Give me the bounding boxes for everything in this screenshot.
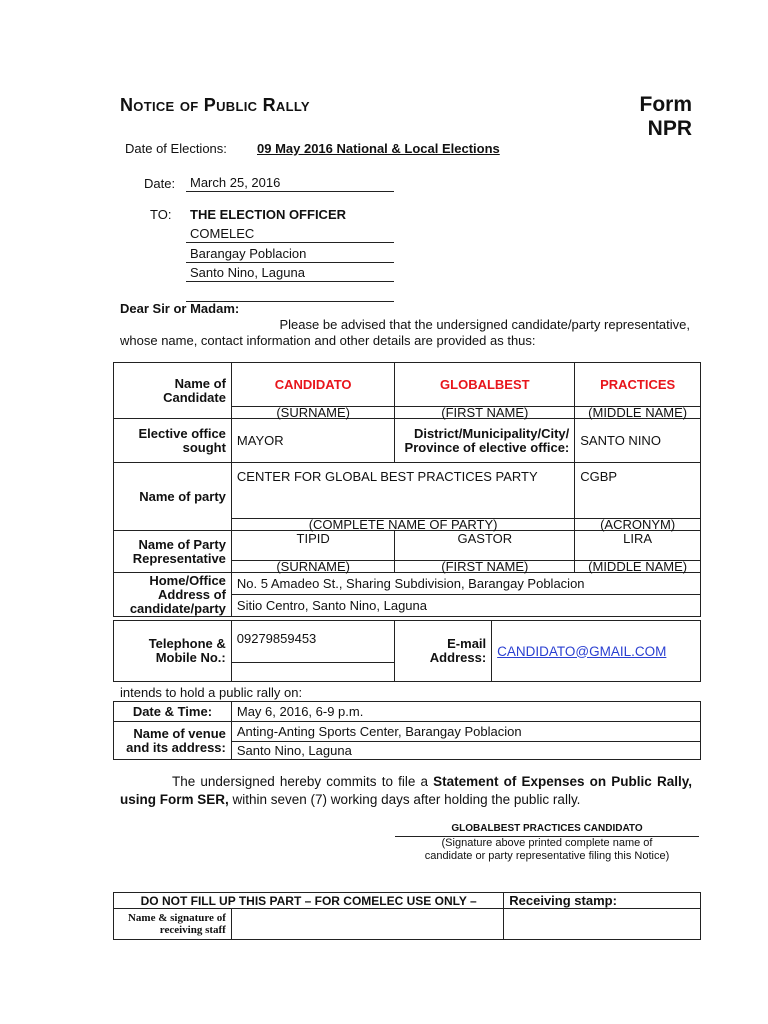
form-code-line1: Form [639,93,692,116]
recipient-line: Santo Nino, Laguna [186,264,394,282]
rep-first-name-hint: (FIRST NAME) [395,561,575,573]
election-date-value: 09 May 2016 National & Local Elections [257,141,500,156]
rep-middle-name-hint: (MIDDLE NAME) [575,561,701,573]
phone-label: Telephone & Mobile No.: [114,621,232,682]
date-value: March 25, 2016 [186,174,394,192]
party-row [114,463,701,519]
details-table [113,362,701,617]
commit-part2: within seven (7) working days after holding the public rally. [228,792,581,807]
election-date-label: Date of Elections: [125,141,227,156]
email-label: E-mail Address: [395,621,492,682]
commit-part1: The undersigned hereby commits to file a [172,774,434,789]
form-code-line2: NPR [647,117,692,140]
email-cell [492,621,701,682]
candidate-middle-name: PRACTICES [575,363,701,407]
venue-line-2: Santo Nino, Laguna [231,742,700,760]
recipient-line [186,284,394,302]
candidate-label: Name of Candidate [114,363,232,419]
receiving-stamp-label: Receiving stamp: [504,893,701,909]
acronym-hint: (ACRONYM) [575,519,701,531]
first-name-hint: (FIRST NAME) [395,407,575,419]
office-row [114,419,701,463]
signature-caption-1: (Signature above printed complete name of [441,837,653,849]
staff-signature-cell[interactable] [231,909,503,940]
address-line-2: Sitio Centro, Santo Nino, Laguna [231,595,700,617]
email-link[interactable]: CANDIDATO@GMAIL.COM [497,643,667,659]
rally-table [113,701,701,760]
signature-caption [395,837,699,863]
signatory-name: GLOBALBEST PRACTICES CANDIDATO [451,823,643,834]
rally-intro: intends to hold a public rally on: [120,685,303,700]
commit-bold2: Rally, using Form SER, [120,774,692,807]
datetime-label: Date & Time: [114,702,232,722]
rep-middle-name: LIRA [575,531,701,561]
candidate-surname: CANDIDATO [231,363,394,407]
venue-line-1: Anting-Anting Sports Center, Barangay Poblacion [231,722,700,742]
recipient: THE ELECTION OFFICER [190,207,346,222]
recipient-line: COMELEC [186,225,394,243]
address-line-1: No. 5 Amadeo St., Sharing Subdivision, Barangay Poblacion [231,573,700,595]
intro-line-1: Please be advised that the undersigned candidate/party representative, [279,317,690,332]
staff-label: Name & signature of receiving staff [114,909,232,940]
representative-row [114,531,701,561]
greeting: Dear Sir or Madam: [120,301,240,316]
representative-label: Name of Party Representative [114,531,232,573]
recipient-line: Barangay Poblacion [186,245,394,263]
candidate-row [114,363,701,407]
party-acronym: CGBP [575,463,701,519]
surname-hint: (SURNAME) [231,407,394,419]
candidate-first-name: GLOBALBEST [395,363,575,407]
to-label: TO: [150,207,172,222]
commitment-paragraph [120,773,692,809]
comelec-header: DO NOT FILL UP THIS PART – FOR COMELEC USE ONLY – [114,893,504,909]
district-value: SANTO NINO [575,419,701,463]
office-label: Elective office sought [114,419,232,463]
page-title: Notice of Public Rally [120,95,310,115]
party-name: CENTER FOR GLOBAL BEST PRACTICES PARTY [231,463,574,519]
address-label: Home/Office Address of candidate/party [114,573,232,617]
party-name-hint: (COMPLETE NAME OF PARTY) [231,519,574,531]
phone-value: 09279859453 [231,621,395,663]
address-row [114,573,701,595]
date-label: Date: [144,176,176,191]
party-label: Name of party [114,463,232,531]
datetime-value: May 6, 2016, 6-9 p.m. [231,702,700,722]
form-code [640,93,693,141]
signature-caption-2: candidate or party representative filing this Notice) [424,850,670,862]
middle-name-hint: (MIDDLE NAME) [575,407,701,419]
phone-value-2 [231,663,395,682]
intro-line-2: whose name, contact information and other details are provided as thus: [120,333,536,348]
contact-table [113,620,701,682]
venue-label: Name of venue and its address: [114,722,232,760]
receiving-stamp-cell[interactable] [504,909,701,940]
rep-first-name: GASTOR [395,531,575,561]
district-label: District/Municipality/City/ Province of elective office: [395,419,575,463]
comelec-table [113,892,701,940]
rep-surname: TIPID [231,531,394,561]
rep-surname-hint: (SURNAME) [231,561,394,573]
commit-bold1: Statement of Expenses on Public [433,774,652,789]
office-value: MAYOR [231,419,394,463]
